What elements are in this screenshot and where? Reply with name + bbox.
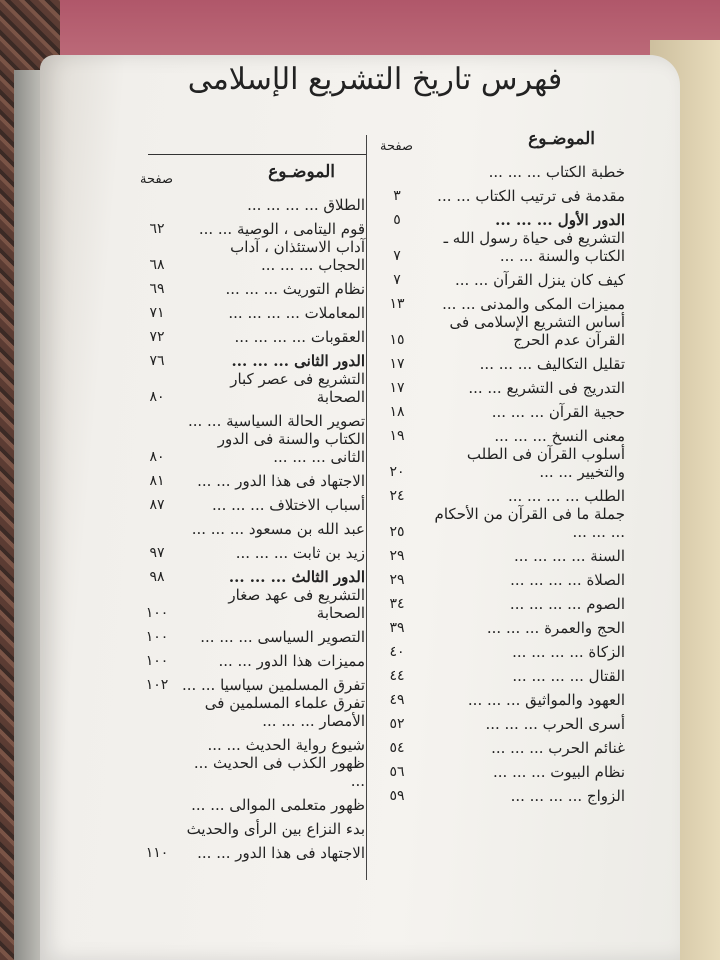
toc-entry [380,709,625,733]
toc-entry-page: ٢٤ [389,488,405,504]
left-entries [140,190,365,862]
toc-entry [380,205,625,229]
toc-entry-topic: نظام البيوت ... ... ... [493,763,625,781]
right-column-header [380,125,625,157]
toc-entry [380,661,625,685]
toc-entry-page: ١٥ [389,332,405,348]
toc-entry-page: ٢٩ [389,548,405,564]
toc-entry-topic: خطبة الكتاب ... ... ... [488,163,625,181]
toc-entry-topic: الاجتهاد فى هذا الدور ... ... [197,472,365,490]
toc-entry-topic: عبد الله بن مسعود ... ... ... [191,520,365,538]
toc-entry [380,757,625,781]
toc-entry [140,730,365,754]
toc-entry [380,445,625,481]
toc-entry-page: ٧ [393,272,401,288]
column-divider [366,135,367,880]
toc-entry-page: ١٠٢ [145,677,169,693]
toc-entry-page: ٢٩ [389,572,405,588]
page-header: صفحة [380,139,413,154]
toc-entry [140,754,365,790]
toc-entry-page: ١٣ [389,296,405,312]
toc-entry [380,229,625,265]
toc-entry-topic: القتال ... ... ... ... [512,667,625,685]
toc-entry-topic: ظهور متعلمى الموالى ... ... [191,796,365,814]
toc-entry-topic: الكتاب والسنة فى الدور الثانى ... ... ... [217,430,365,466]
toc-entry [140,298,365,322]
toc-entry [140,190,365,214]
toc-entry-topic: الاجتهاد فى هذا الدور ... ... [197,844,365,862]
toc-entry-topic: كيف كان ينزل القرآن ... ... [454,271,625,289]
toc-entry-topic: تفرق علماء المسلمين فى الأمصار ... ... ... [204,694,365,730]
left-column-header [140,158,365,190]
toc-entry-topic: أسلوب القرآن فى الطلب والتخيير ... ... [466,445,625,481]
toc-entry [140,370,365,406]
toc-entry-page: ١٧ [389,356,405,372]
toc-entry-topic: آداب الاستئذان ، آداب الحجاب ... ... ... [230,238,365,274]
toc-entry [140,430,365,466]
toc-entry-topic: غنائم الحرب ... ... ... [491,739,625,757]
toc-entry [140,466,365,490]
toc-entry-page: ٧٢ [149,329,165,345]
toc-entry-topic: الدور الأول ... ... ... [495,211,625,229]
toc-entry-topic: الدور الثالث ... ... ... [228,568,365,586]
toc-entry-topic: التشريع فى حياة رسول الله ـ الكتاب والسنة ... ... [443,229,625,265]
toc-entry-page: ٩٧ [149,545,165,561]
toc-entry-topic: التشريع فى عهد صغار الصحابة [228,586,365,622]
toc-entry [380,613,625,637]
toc-entry [140,670,365,694]
toc-entry-page: ٧١ [149,305,165,321]
toc-entry-topic: الطلب ... ... ... ... [507,487,625,505]
toc-entry-topic: تصوير الحالة السياسية ... ... [187,412,365,430]
toc-entry-topic: مقدمة فى ترتيب الكتاب ... ... [437,187,625,205]
toc-entry-topic: العقوبات ... ... ... ... [234,328,365,346]
toc-entry-page: ٦٨ [149,257,165,273]
toc-entry-page: ٢٠ [389,464,405,480]
toc-entry [140,562,365,586]
toc-entry-page: ٤٠ [389,644,405,660]
toc-entry-topic: أساس التشريع الإسلامى فى القرآن عدم الحرج [449,313,625,349]
toc-entry-topic: تفرق المسلمين سياسيا ... ... [181,676,365,694]
toc-entry [140,322,365,346]
toc-entry-topic: أسباب الاختلاف ... ... ... [212,496,365,514]
toc-entry [140,538,365,562]
toc-entry [380,397,625,421]
toc-entry [380,541,625,565]
toc-entry [140,346,365,370]
toc-entry-page: ١٠٠ [145,653,169,669]
toc-entry-topic: الزواج ... ... ... ... [510,787,625,805]
toc-entry-topic: تقليل التكاليف ... ... ... [479,355,625,373]
toc-entry-page: ٩٨ [149,569,165,585]
toc-entry-page: ١٩ [389,428,405,444]
page-header: صفحة [140,172,173,187]
toc-entry-page: ٨١ [149,473,165,489]
toc-entry-topic: جملة ما فى القرآن من الأحكام ... ... ... [434,505,625,541]
toc-entry-page: ٥٤ [389,740,405,756]
toc-entry-page: ٣٩ [389,620,405,636]
toc-entry-page: ٥٦ [389,764,405,780]
toc-entry-topic: الزكاة ... ... ... ... [512,643,625,661]
toc-entry-page: ١٠٠ [145,605,169,621]
toc-entry [380,565,625,589]
toc-entry-page: ٦٩ [149,281,165,297]
toc-entry-page: ٤٩ [389,692,405,708]
page-title: فهرس تاريخ التشريع الإسلامى [187,62,563,97]
toc-entry-page: ١٨ [389,404,405,420]
toc-entry [140,790,365,814]
toc-entry-topic: شيوع رواية الحديث ... ... [207,736,365,754]
toc-entry [140,838,365,862]
toc-entry [380,181,625,205]
toc-entry-topic: زيد بن ثابت ... ... ... [235,544,365,562]
toc-entry [140,814,365,838]
toc-entry-topic: مميزات هذا الدور ... ... [218,652,365,670]
toc-entry-topic: مميزات المكى والمدنى ... ... [442,295,625,313]
toc-entry-topic: السنة ... ... ... ... [514,547,625,565]
toc-entry-topic: معنى النسخ ... ... ... [494,427,625,445]
toc-entry [380,265,625,289]
toc-entry [380,685,625,709]
toc-entry-page: ١١٠ [145,845,169,861]
right-entries [380,157,625,805]
toc-entry [380,157,625,181]
toc-entry [380,589,625,613]
toc-entry-topic: ظهور الكذب فى الحديث ... ... [193,754,365,790]
toc-entry [380,289,625,313]
toc-entry-page: ١٧ [389,380,405,396]
toc-entry [380,313,625,349]
toc-entry-topic: بدء النزاع بين الرأى والحديث [186,820,365,838]
toc-entry [380,349,625,373]
toc-entry-page: ٨٧ [149,497,165,513]
toc-entry [140,214,365,238]
topic-header: الموضـوع [528,129,595,149]
toc-entry-topic: نظام التوريث ... ... ... [225,280,365,298]
toc-entry-topic: حجية القرآن ... ... ... [491,403,625,421]
topic-header: الموضـوع [268,162,335,182]
toc-entry-topic: الطلاق ... ... ... ... [247,196,365,214]
toc-entry-topic: الدور الثانى ... ... ... [231,352,365,370]
toc-entry-page: ٥٩ [389,788,405,804]
toc-entry [380,781,625,805]
toc-entry [140,514,365,538]
left-column [140,158,365,862]
toc-entry-page: ٨٠ [149,389,165,405]
toc-entry-topic: العهود والمواثيق ... ... ... [467,691,625,709]
toc-entry [380,733,625,757]
toc-entry-page: ١٠٠ [145,629,169,645]
toc-entry-topic: الصلاة ... ... ... ... [510,571,625,589]
toc-entry-topic: التشريع فى عصر كبار الصحابة [230,370,365,406]
toc-entry [140,238,365,274]
toc-entry [380,373,625,397]
toc-entry-page: ٣ [393,188,401,204]
toc-entry-page: ٢٥ [389,524,405,540]
toc-entry-topic: الصوم ... ... ... ... [509,595,625,613]
toc-entry-page: ٧٦ [149,353,165,369]
toc-entry [380,505,625,541]
toc-entry-page: ٥٢ [389,716,405,732]
toc-entry-topic: التدريج فى التشريع ... ... [468,379,625,397]
toc-entry-page: ٦٢ [149,221,165,237]
toc-entry-page: ٣٤ [389,596,405,612]
toc-entry [140,406,365,430]
toc-entry [380,421,625,445]
toc-entry [140,490,365,514]
toc-entry [140,694,365,730]
toc-entry-topic: قوم اليتامى ، الوصية ... ... [198,220,365,238]
toc-entry-topic: المعاملات ... ... ... ... [228,304,365,322]
toc-entry-topic: التصوير السياسى ... ... ... [200,628,365,646]
toc-entry [140,622,365,646]
title-underline [148,154,366,155]
toc-entry-topic: الحج والعمرة ... ... ... [486,619,625,637]
toc-entry-page: ٨٠ [149,449,165,465]
toc-entry-page: ٥ [393,212,401,228]
toc-entry-topic: أسرى الحرب ... ... ... [485,715,625,733]
toc-entry [140,586,365,622]
toc-entry [380,481,625,505]
toc-entry-page: ٧ [393,248,401,264]
toc-entry-page: ٤٤ [389,668,405,684]
right-column [380,125,625,805]
toc-entry [140,274,365,298]
toc-entry [140,646,365,670]
toc-entry [380,637,625,661]
